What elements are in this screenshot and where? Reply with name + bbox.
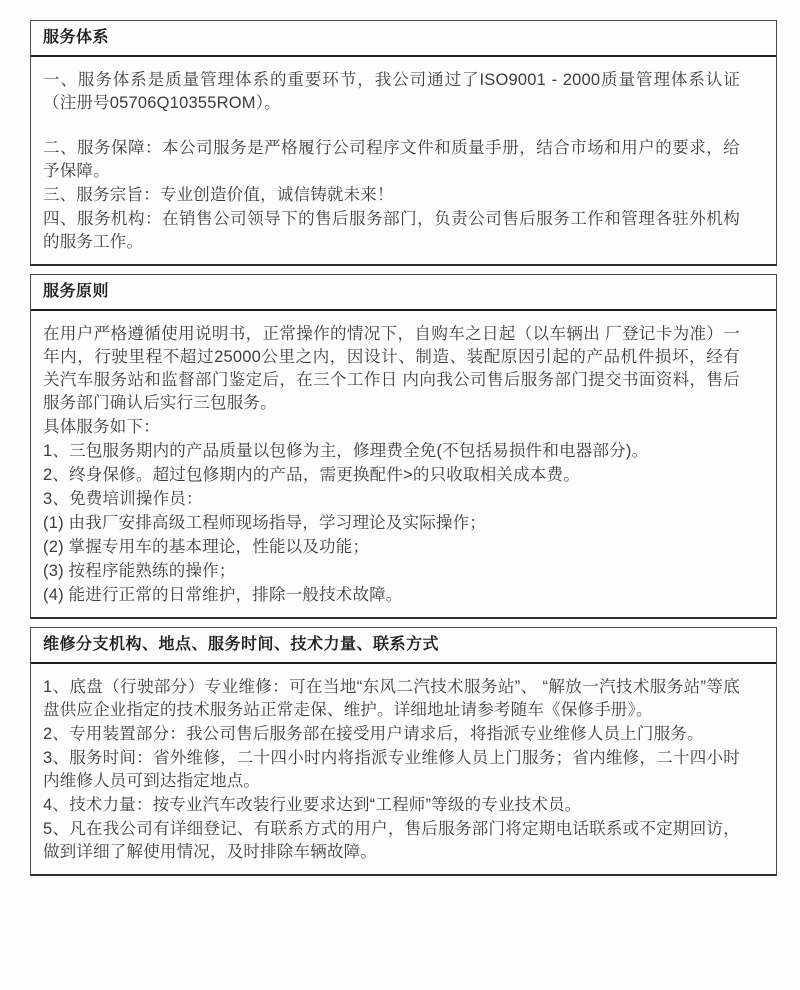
paragraph: 二、服务保障：本公司服务是严格履行公司程序文件和质量手册，结合市场和用户的要求，给予保障。 [43, 139, 740, 180]
section-title: 服务体系 [31, 21, 776, 57]
paragraph: (1) 由我厂安排高级工程师现场指导，学习理论及实际操作； [43, 514, 487, 532]
paragraph: 1、底盘（行驶部分）专业维修：可在当地“东风二汽技术服务站”、 “解放一汽技术服务站”等底盘供应企业指定的技术服务站正常走保、维护。详细地址请参考随车《保修手册》。 [43, 678, 740, 719]
paragraph: 四、服务机构：在销售公司领导下的售后服务部门，负责公司售后服务工作和管理各驻外机构的服务工作。 [43, 210, 740, 251]
paragraph: 5、凡在我公司有详细登记、有联系方式的用户，售后服务部门将定期电话联系或不定期回访，做到详细了解使用情况，及时排除车辆故障。 [43, 820, 740, 861]
paragraph: 2、专用装置部分：我公司售后服务部在接受用户请求后，将指派专业维修人员上门服务。 [43, 725, 704, 743]
paragraph: 1、三包服务期内的产品质量以包修为主，修理费全免(不包括易损件和电器部分)。 [43, 442, 649, 460]
paragraph: 三、服务宗旨：专业创造价值，诚信铸就未来！ [43, 186, 394, 204]
section-title: 服务原则 [31, 275, 776, 311]
paragraph: 一、服务体系是质量管理体系的重要环节，我公司通过了ISO9001 - 2000质量管理体系认证（注册号05706Q10355ROM）。 [43, 71, 740, 112]
paragraph: 在用户严格遵循使用说明书，正常操作的情况下，自购车之日起（以车辆出 厂登记卡为准）一年内，行驶里程不超过25000公里之内，因设计、制造、装配原因引起的产品机件损坏，经有关汽车服务站和监督部门鉴定后，在三个工作日 内向我公司售后服务部门提交书面资料，售后服务部门确认后实行三包服务。 [43, 325, 740, 412]
paragraph: 3、服务时间：省外维修，二十四小时内将指派专业维修人员上门服务；省内维修，二十四小时内维修人员可到达指定地点。 [43, 749, 740, 790]
paragraph: (3) 按程序能熟练的操作； [43, 562, 236, 580]
paragraph: 4、技术力量：按专业汽车改装行业要求达到“工程师”等级的专业技术员。 [43, 796, 582, 814]
paragraph: (2) 掌握专用车的基本理论，性能以及功能； [43, 538, 370, 556]
paragraph: 具体服务如下： [43, 418, 160, 436]
section-body [31, 57, 776, 264]
section-service-system [30, 20, 777, 266]
section-title: 维修分支机构、地点、服务时间、技术力量、联系方式 [31, 628, 776, 664]
section-body [31, 664, 776, 874]
section-repair-branches-contact [30, 627, 777, 876]
section-service-principles [30, 274, 777, 619]
paragraph: (4) 能进行正常的日常维护，排除一般技术故障。 [43, 586, 403, 604]
paragraph: 3、免费培训操作员： [43, 490, 203, 508]
service-info-sections [30, 20, 777, 884]
section-body [31, 311, 776, 617]
paragraph: 2、终身保修。超过包修期内的产品，需更换配件>的只收取相关成本费。 [43, 466, 580, 484]
